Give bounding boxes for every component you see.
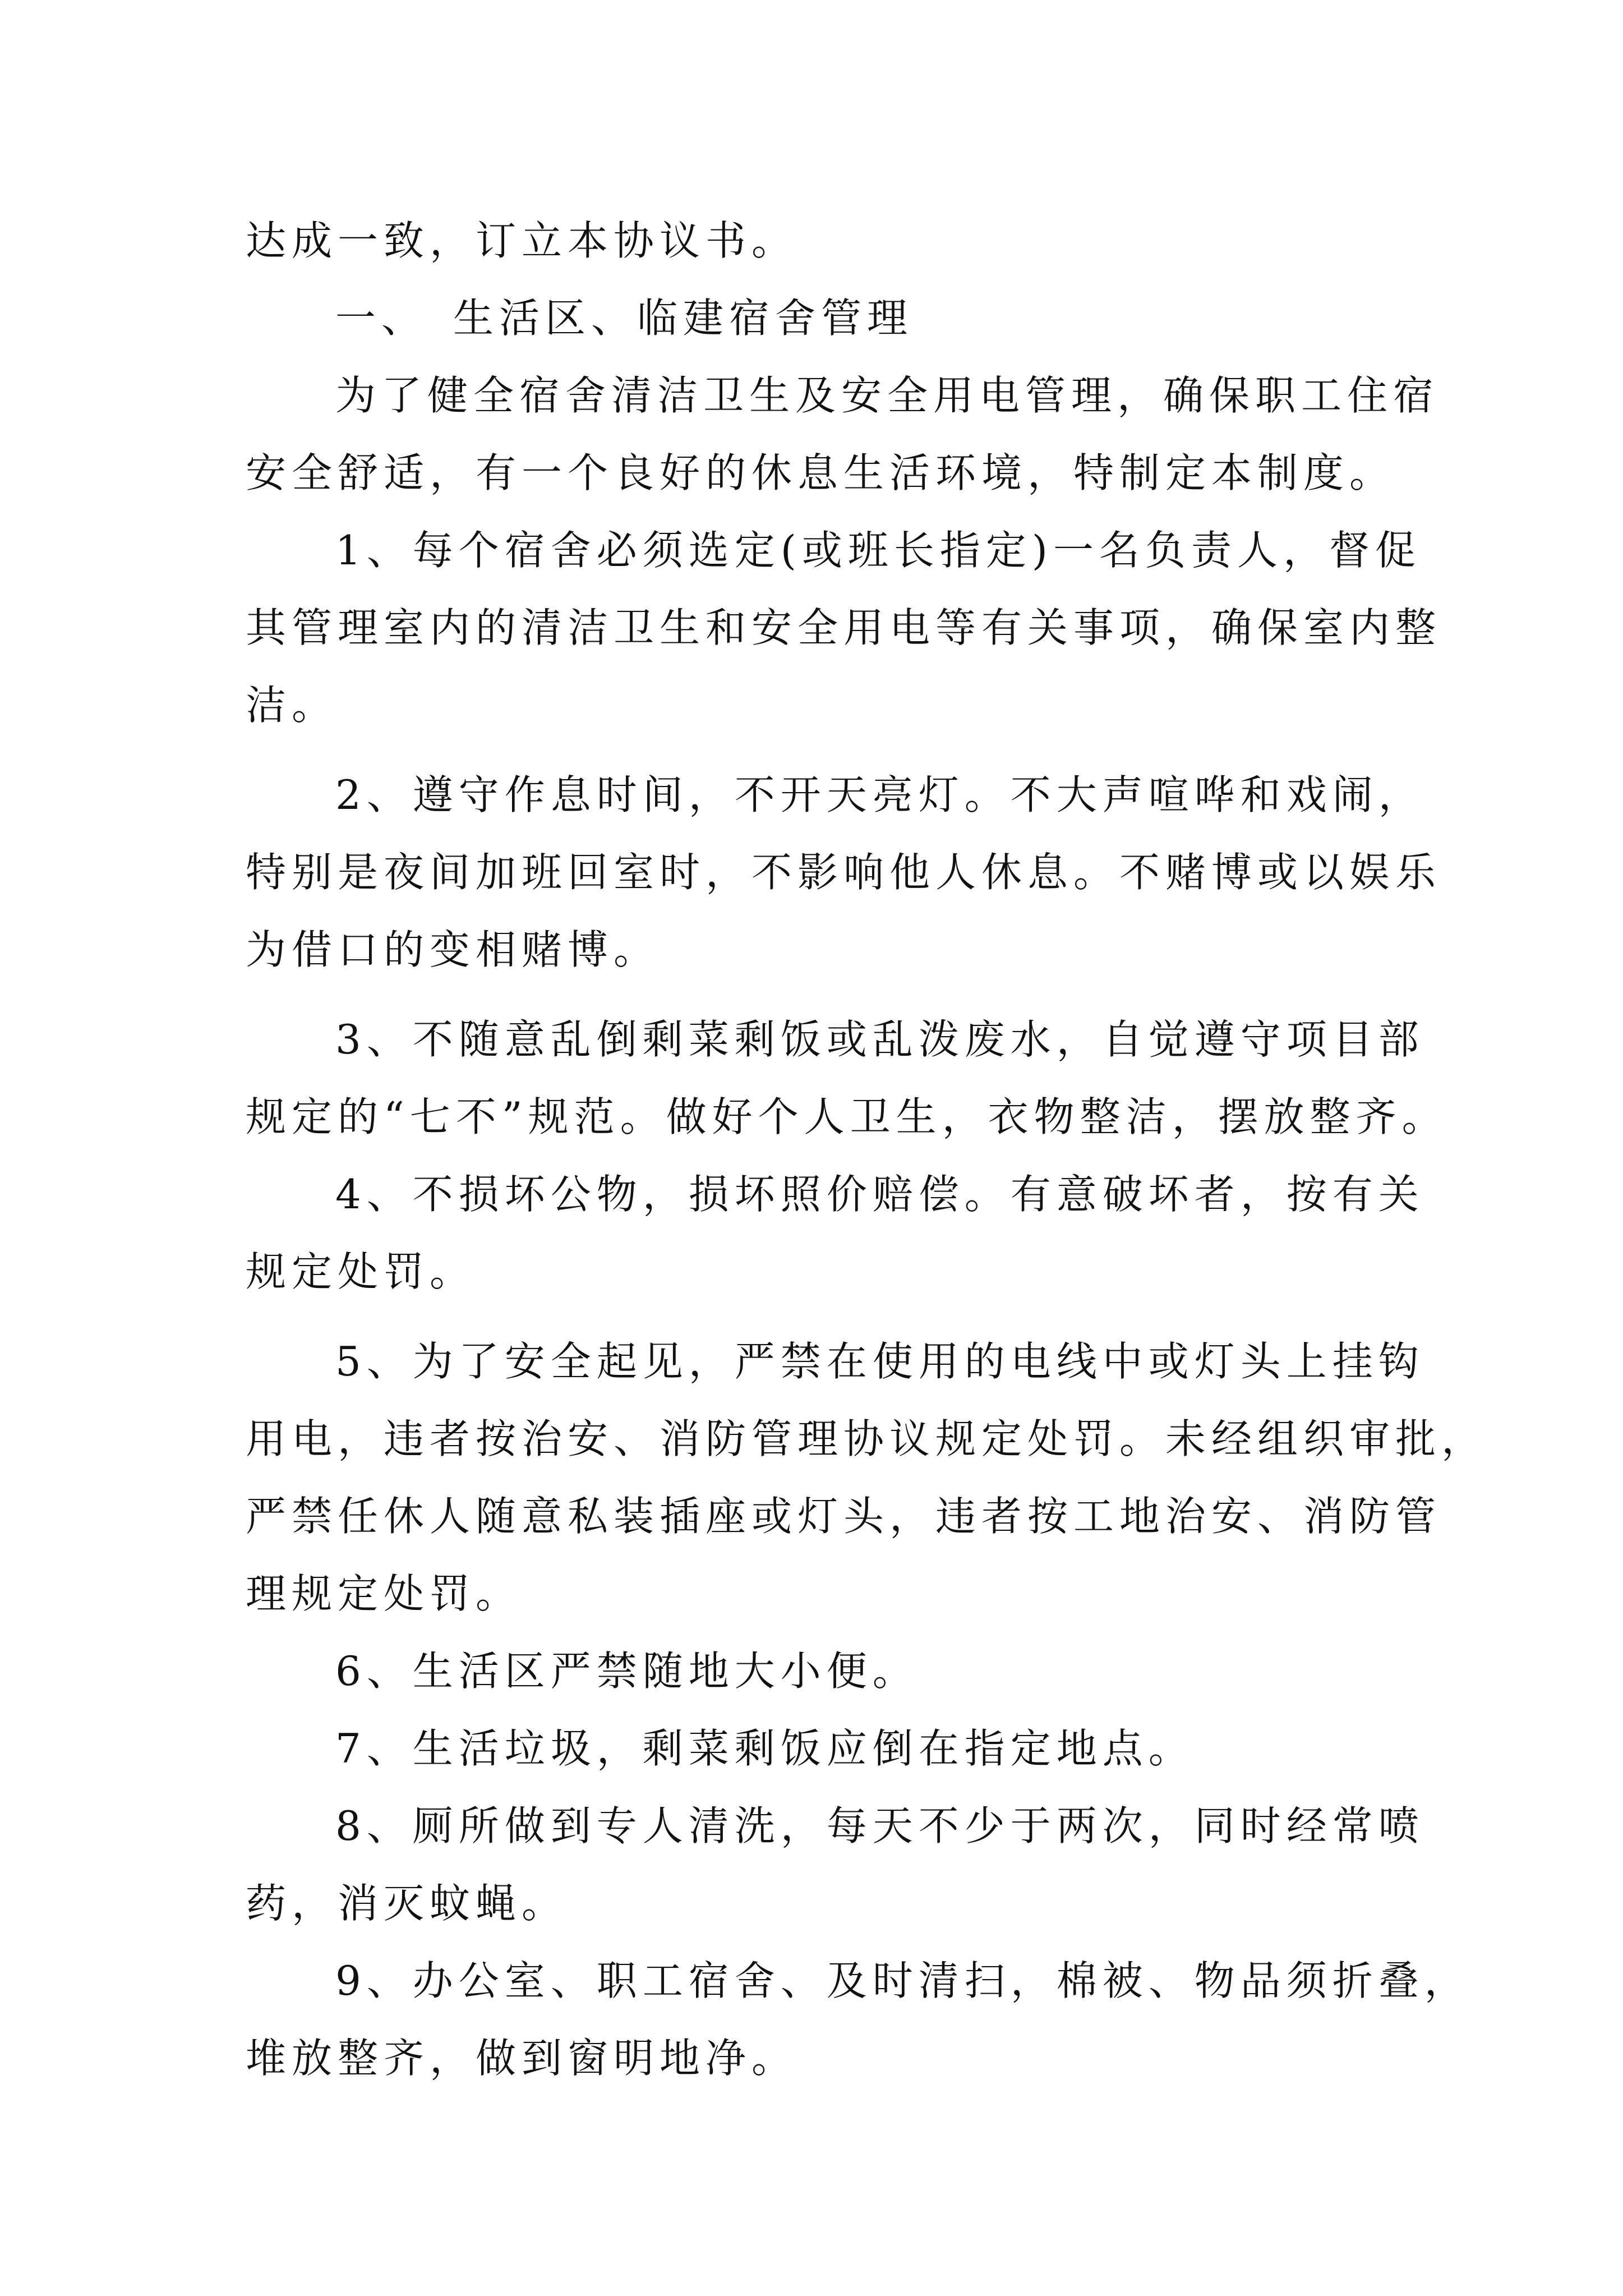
paragraph-line: 3、不随意乱倒剩菜剩饭或乱泼废水，自觉遵守项目部 [335, 1016, 1424, 1063]
paragraph-line: 规定处罚。 [246, 1248, 476, 1295]
section-title: 生活区、临建宿舍管理 [453, 295, 914, 342]
clause-6 [246, 1632, 1384, 1710]
paragraph-line: 特别是夜间加班回室时，不影响他人休息。不赌博或以娱乐 [246, 849, 1442, 896]
paragraph-line: 安全舒适，有一个良好的休息生活环境，特制定本制度。 [246, 449, 1396, 496]
paragraph-line: 其管理室内的清洁卫生和安全用电等有关事项，确保室内整 [246, 604, 1442, 651]
paragraph-line: 9、办公室、职工宿舍、及时清扫，棉被、物品须折叠， [335, 1957, 1470, 2004]
section-number: 一、 [335, 295, 428, 342]
paragraph-line: 4、不损坏公物，损坏照价赔偿。有意破坏者，按有关 [335, 1171, 1424, 1218]
clause-9 [246, 1942, 1470, 2097]
paragraph-line: 药，消灭蚊蝇。 [246, 1880, 568, 1927]
intro-paragraph [246, 357, 1440, 512]
clause-4 [246, 1156, 1424, 1310]
paragraph-line: 用电，违者按治安、消防管理协议规定处罚。未经组织审批， [246, 1415, 1488, 1462]
paragraph-line: 严禁任休人随意私装插座或灯头，违者按工地治安、消防管 [246, 1493, 1442, 1540]
clause-2 [246, 756, 1442, 988]
paragraph-line: 6、生活区严禁随地大小便。 [335, 1648, 919, 1695]
paragraph-line: 规定的“七不”规范。做好个人卫生，衣物整洁，摆放整齐。 [246, 1093, 1448, 1140]
paragraph-line: 为了健全宿舍清洁卫生及安全用电管理，确保职工住宿 [335, 372, 1440, 419]
paragraph-line: 为借口的变相赌博。 [246, 926, 660, 973]
clause-3 [246, 1001, 1448, 1156]
opening-line: 达成一致，订立本协议书。 [246, 217, 798, 264]
paragraph-line: 2、遵守作息时间，不开天亮灯。不大声喧哗和戏闹， [335, 771, 1424, 818]
paragraph-line: 7、生活垃圾，剩菜剩饭应倒在指定地点。 [335, 1725, 1195, 1772]
paragraph-line: 洁。 [246, 682, 338, 729]
paragraph-line: 1、每个宿舍必须选定(或班长指定)一名负责人，督促 [335, 527, 1421, 574]
paragraph-line: 8、厕所做到专人清洗，每天不少于两次，同时经常喷 [335, 1802, 1424, 1849]
paragraph-line: 堆放整齐，做到窗明地净。 [246, 2035, 798, 2082]
clause-8 [246, 1787, 1424, 1942]
section-heading [246, 279, 1384, 357]
document-body [246, 202, 1488, 2097]
clause-7 [246, 1710, 1384, 1787]
paragraph-line: 5、为了安全起见，严禁在使用的电线中或灯头上挂钩 [335, 1338, 1424, 1385]
clause-1 [246, 512, 1442, 744]
paragraph-line: 理规定处罚。 [246, 1570, 522, 1617]
clause-5 [246, 1323, 1488, 1632]
